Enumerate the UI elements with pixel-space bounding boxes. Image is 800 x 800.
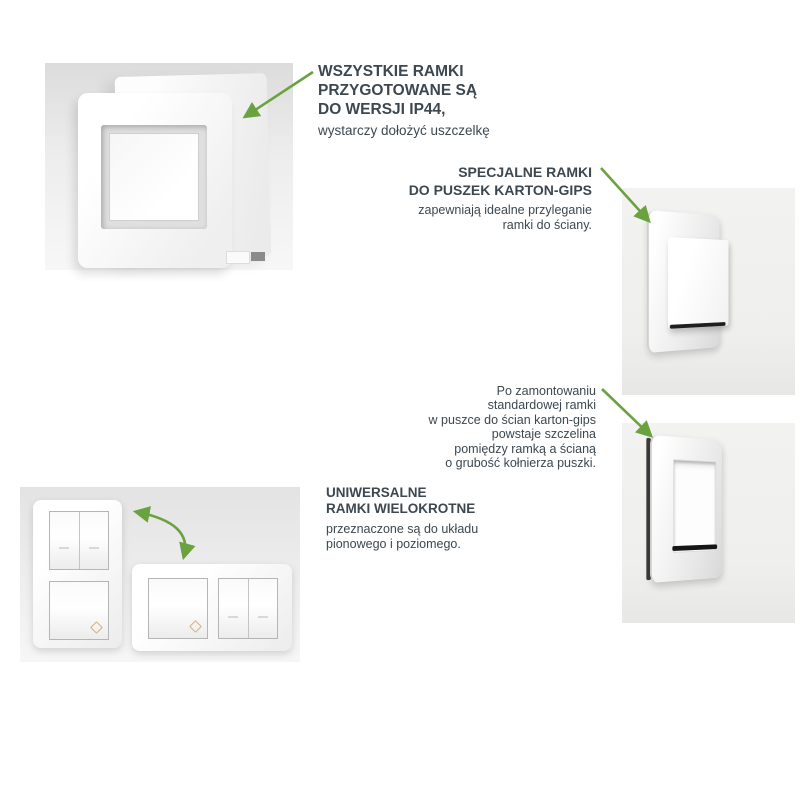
annotation-gap-line: Po zamontowaniu xyxy=(496,384,596,398)
lamp-icon xyxy=(90,621,103,634)
annotation-gap-line: standardowej ramki xyxy=(487,398,596,413)
single-switch xyxy=(148,578,208,639)
annotation-gap-line: o grubość kołnierza puszki. xyxy=(445,456,596,471)
switch-rocker-half xyxy=(50,512,80,569)
switch-rocker-half xyxy=(219,579,249,638)
annotation-ip44 xyxy=(318,62,528,139)
annotation-universal-body-line: pionowego i poziomego. xyxy=(326,537,461,551)
single-switch xyxy=(49,581,109,640)
annotation-universal-heading-line: RAMKI WIELOKROTNE xyxy=(326,500,476,516)
annotation-plasterboard-body-line: ramki do ściany. xyxy=(502,218,592,232)
vertical-double-frame xyxy=(33,500,122,648)
annotation-ip44-heading-line: DO WERSJI IP44, xyxy=(318,101,446,118)
rocker-mark xyxy=(258,616,268,618)
annotation-gap-line: powstaje szczelina xyxy=(491,427,596,442)
switch-rocker xyxy=(668,237,729,329)
frame-opening xyxy=(101,125,207,229)
switch-3d xyxy=(647,210,720,353)
annotation-universal xyxy=(326,485,526,552)
photo-frame-with-seal xyxy=(45,63,293,270)
lamp-icon xyxy=(189,620,202,633)
annotation-plasterboard xyxy=(392,163,592,233)
frame-sticker-dark xyxy=(251,252,265,261)
switch-rocker-half xyxy=(80,512,109,569)
annotation-plasterboard-heading-line: SPECJALNE RAMKI xyxy=(458,164,592,180)
frame-opening-inner xyxy=(109,133,199,221)
double-switch xyxy=(218,578,278,639)
photo-multiple-frames xyxy=(20,487,300,662)
annotation-ip44-body-line: wystarczy dołożyć uszczelkę xyxy=(318,123,490,138)
photo-switch-flush-mounted xyxy=(622,188,795,395)
annotation-universal-heading-line: UNIWERSALNE xyxy=(326,485,427,500)
annotation-gap-line: w puszce do ścian karton-gips xyxy=(428,412,596,427)
rocker-mark xyxy=(89,547,99,549)
annotation-plasterboard-body-line: zapewniają idealne przyleganie xyxy=(418,203,592,217)
switch-rocker-half xyxy=(249,579,278,638)
double-switch xyxy=(49,511,109,570)
annotation-ip44-heading-line: PRZYGOTOWANE SĄ xyxy=(318,82,478,99)
switch-3d xyxy=(650,435,722,583)
rocker-mark xyxy=(228,616,238,618)
frame-sticker-light xyxy=(226,251,250,264)
annotation-ip44-heading-line: WSZYSTKIE RAMKI xyxy=(318,63,464,80)
photo-switch-with-gap xyxy=(622,423,795,623)
frame-front xyxy=(78,93,232,268)
horizontal-double-frame xyxy=(132,564,292,651)
annotation-plasterboard-heading-line: DO PUSZEK KARTON-GIPS xyxy=(408,182,592,198)
rocker-mark xyxy=(59,547,69,549)
annotation-universal-body-line: przeznaczone są do układu xyxy=(326,522,479,536)
annotation-gap-note xyxy=(420,384,596,470)
annotation-gap-line: pomiędzy ramką a ścianą xyxy=(454,441,596,456)
switch-opening xyxy=(673,459,716,553)
